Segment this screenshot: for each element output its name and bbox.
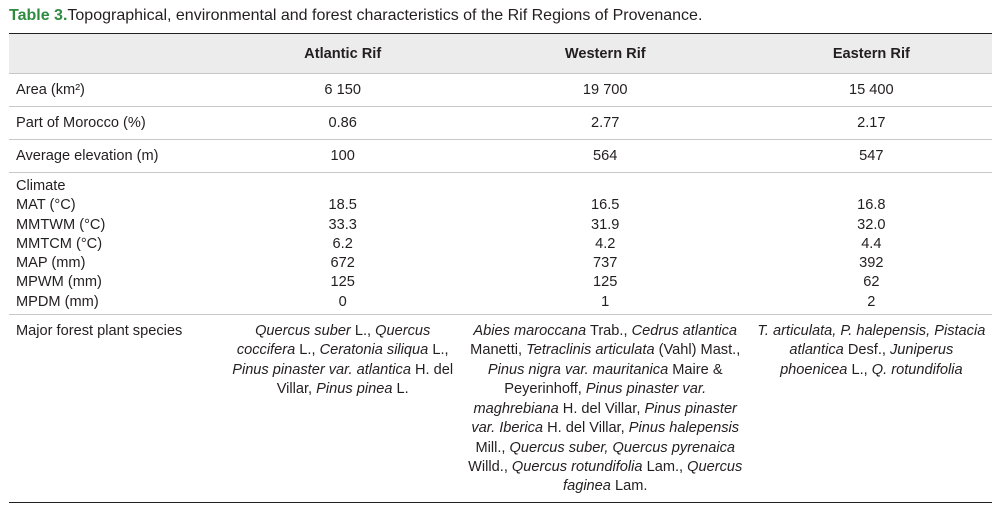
- species-name: Pinus pinea: [316, 381, 393, 398]
- table-row-average-elevation: [9, 140, 992, 173]
- species-author: L.,: [295, 342, 320, 359]
- species-author: H. del Villar,: [276, 361, 454, 398]
- species-author: H. del Villar,: [543, 420, 629, 437]
- climate-labels: [9, 173, 226, 315]
- species-name: Quercus rotundifolia: [511, 458, 643, 475]
- cell-eastern: 16.8: [857, 197, 886, 214]
- species-author: L.,: [847, 361, 872, 378]
- cell-atlantic: 0.86: [226, 107, 460, 140]
- species-author: Trab.,: [586, 323, 632, 340]
- climate-label-mat: MAT (°C): [16, 197, 76, 214]
- climate-label-mmtcm: MMTCM (°C): [16, 235, 103, 252]
- row-label: Average elevation (m): [9, 140, 226, 173]
- species-name: Quercus coccifera: [236, 323, 431, 359]
- species-name: Pinus halepensis: [628, 420, 740, 437]
- species-author: Lam.,: [642, 458, 688, 475]
- table-row-species: [9, 315, 992, 503]
- cell-western: 564: [460, 140, 751, 173]
- cell-eastern: 32.0: [857, 216, 886, 233]
- species-name: Pinus pinaster var. Iberica: [471, 400, 737, 437]
- cell-eastern: 392: [859, 255, 884, 272]
- cell-western: 19 700: [460, 74, 751, 107]
- species-name: Pinus pinaster var. maghrebiana: [473, 381, 707, 417]
- cell-eastern: 15 400: [751, 74, 992, 107]
- climate-label-mmtwm: MMTWM (°C): [16, 216, 106, 233]
- cell-eastern: 2.17: [751, 107, 992, 140]
- species-name: Pinus nigra var. mauritanica: [487, 361, 669, 378]
- species-name: Tetraclinis articulata: [526, 342, 655, 359]
- species-eastern: [751, 315, 992, 503]
- species-name: Quercus faginea: [563, 458, 743, 495]
- species-name: Juniperus phoenicea: [780, 342, 954, 378]
- cell-eastern: 547: [751, 140, 992, 173]
- species-atlantic: [226, 315, 460, 503]
- cell-eastern: 4.4: [861, 235, 882, 252]
- column-header-atlantic-rif: Atlantic Rif: [226, 34, 460, 74]
- cell-western: 4.2: [595, 235, 616, 252]
- species-author: L.: [392, 381, 409, 398]
- column-header-blank: [9, 34, 226, 74]
- species-author: Manetti,: [470, 342, 527, 359]
- cell-western: 737: [593, 255, 618, 272]
- cell-atlantic: 100: [226, 140, 460, 173]
- table-row-area: [9, 74, 992, 107]
- species-author: Lam.: [610, 478, 648, 495]
- species-name: Q. rotundifolia: [871, 361, 963, 378]
- column-header-eastern-rif: Eastern Rif: [751, 34, 992, 74]
- cell-atlantic: 0: [338, 293, 347, 310]
- climate-heading: Climate: [16, 178, 66, 194]
- cell-atlantic: 18.5: [328, 197, 357, 214]
- row-label: Area (km²): [9, 74, 226, 107]
- species-author: L.,: [350, 323, 376, 340]
- cell-atlantic: 125: [330, 274, 355, 291]
- table-caption: [9, 5, 702, 27]
- cell-western: 1: [601, 293, 610, 310]
- cell-western: 16.5: [591, 197, 620, 214]
- cell-eastern: 62: [863, 274, 880, 291]
- cell-atlantic: 33.3: [328, 216, 357, 233]
- species-author: Desf.,: [843, 342, 890, 359]
- cell-western: 2.77: [460, 107, 751, 140]
- species-author: Mill.,: [475, 439, 510, 456]
- species-western: [460, 315, 751, 503]
- table-row-part-of-morocco: [9, 107, 992, 140]
- climate-label-map: MAP (mm): [16, 255, 86, 272]
- cell-atlantic: 6.2: [332, 235, 353, 252]
- species-name: Abies maroccana: [473, 323, 587, 340]
- climate-label-mpwm: MPWM (mm): [16, 274, 102, 291]
- climate-values-western: [460, 173, 751, 315]
- table-row-climate: [9, 173, 992, 315]
- species-name: T. articulata, P. halepensis, Pistacia atlantica: [757, 323, 986, 359]
- climate-values-atlantic: [226, 173, 460, 315]
- species-author: L.,: [428, 342, 449, 359]
- row-label: Major forest plant species: [9, 315, 226, 503]
- species-author: Willd.,: [468, 458, 512, 475]
- row-label: Part of Morocco (%): [9, 107, 226, 140]
- climate-values-eastern: [751, 173, 992, 315]
- species-name: Quercus suber: [255, 323, 351, 340]
- species-author: Maire & Peyerinhoff,: [504, 361, 723, 398]
- species-name: Quercus suber, Quercus pyrenaica: [509, 439, 736, 456]
- cell-western: 125: [593, 274, 618, 291]
- species-name: Ceratonia siliqua: [319, 342, 429, 359]
- cell-eastern: 2: [867, 293, 876, 310]
- cell-western: 31.9: [591, 216, 620, 233]
- table-caption-text: Topographical, environmental and forest characteristics of the Rif Regions of Provenance.: [67, 7, 703, 24]
- species-name: Cedrus atlantica: [631, 323, 738, 340]
- species-author: H. del Villar,: [558, 400, 645, 417]
- cell-atlantic: 672: [330, 255, 355, 272]
- species-name: Pinus pinaster var. atlantica: [232, 361, 411, 378]
- characteristics-table: [9, 33, 992, 503]
- table-label: Table 3.: [9, 7, 68, 24]
- species-author: (Vahl) Mast.,: [654, 342, 741, 359]
- header-row: [9, 34, 992, 74]
- climate-label-mpdm: MPDM (mm): [16, 293, 99, 310]
- column-header-western-rif: Western Rif: [460, 34, 751, 74]
- cell-atlantic: 6 150: [226, 74, 460, 107]
